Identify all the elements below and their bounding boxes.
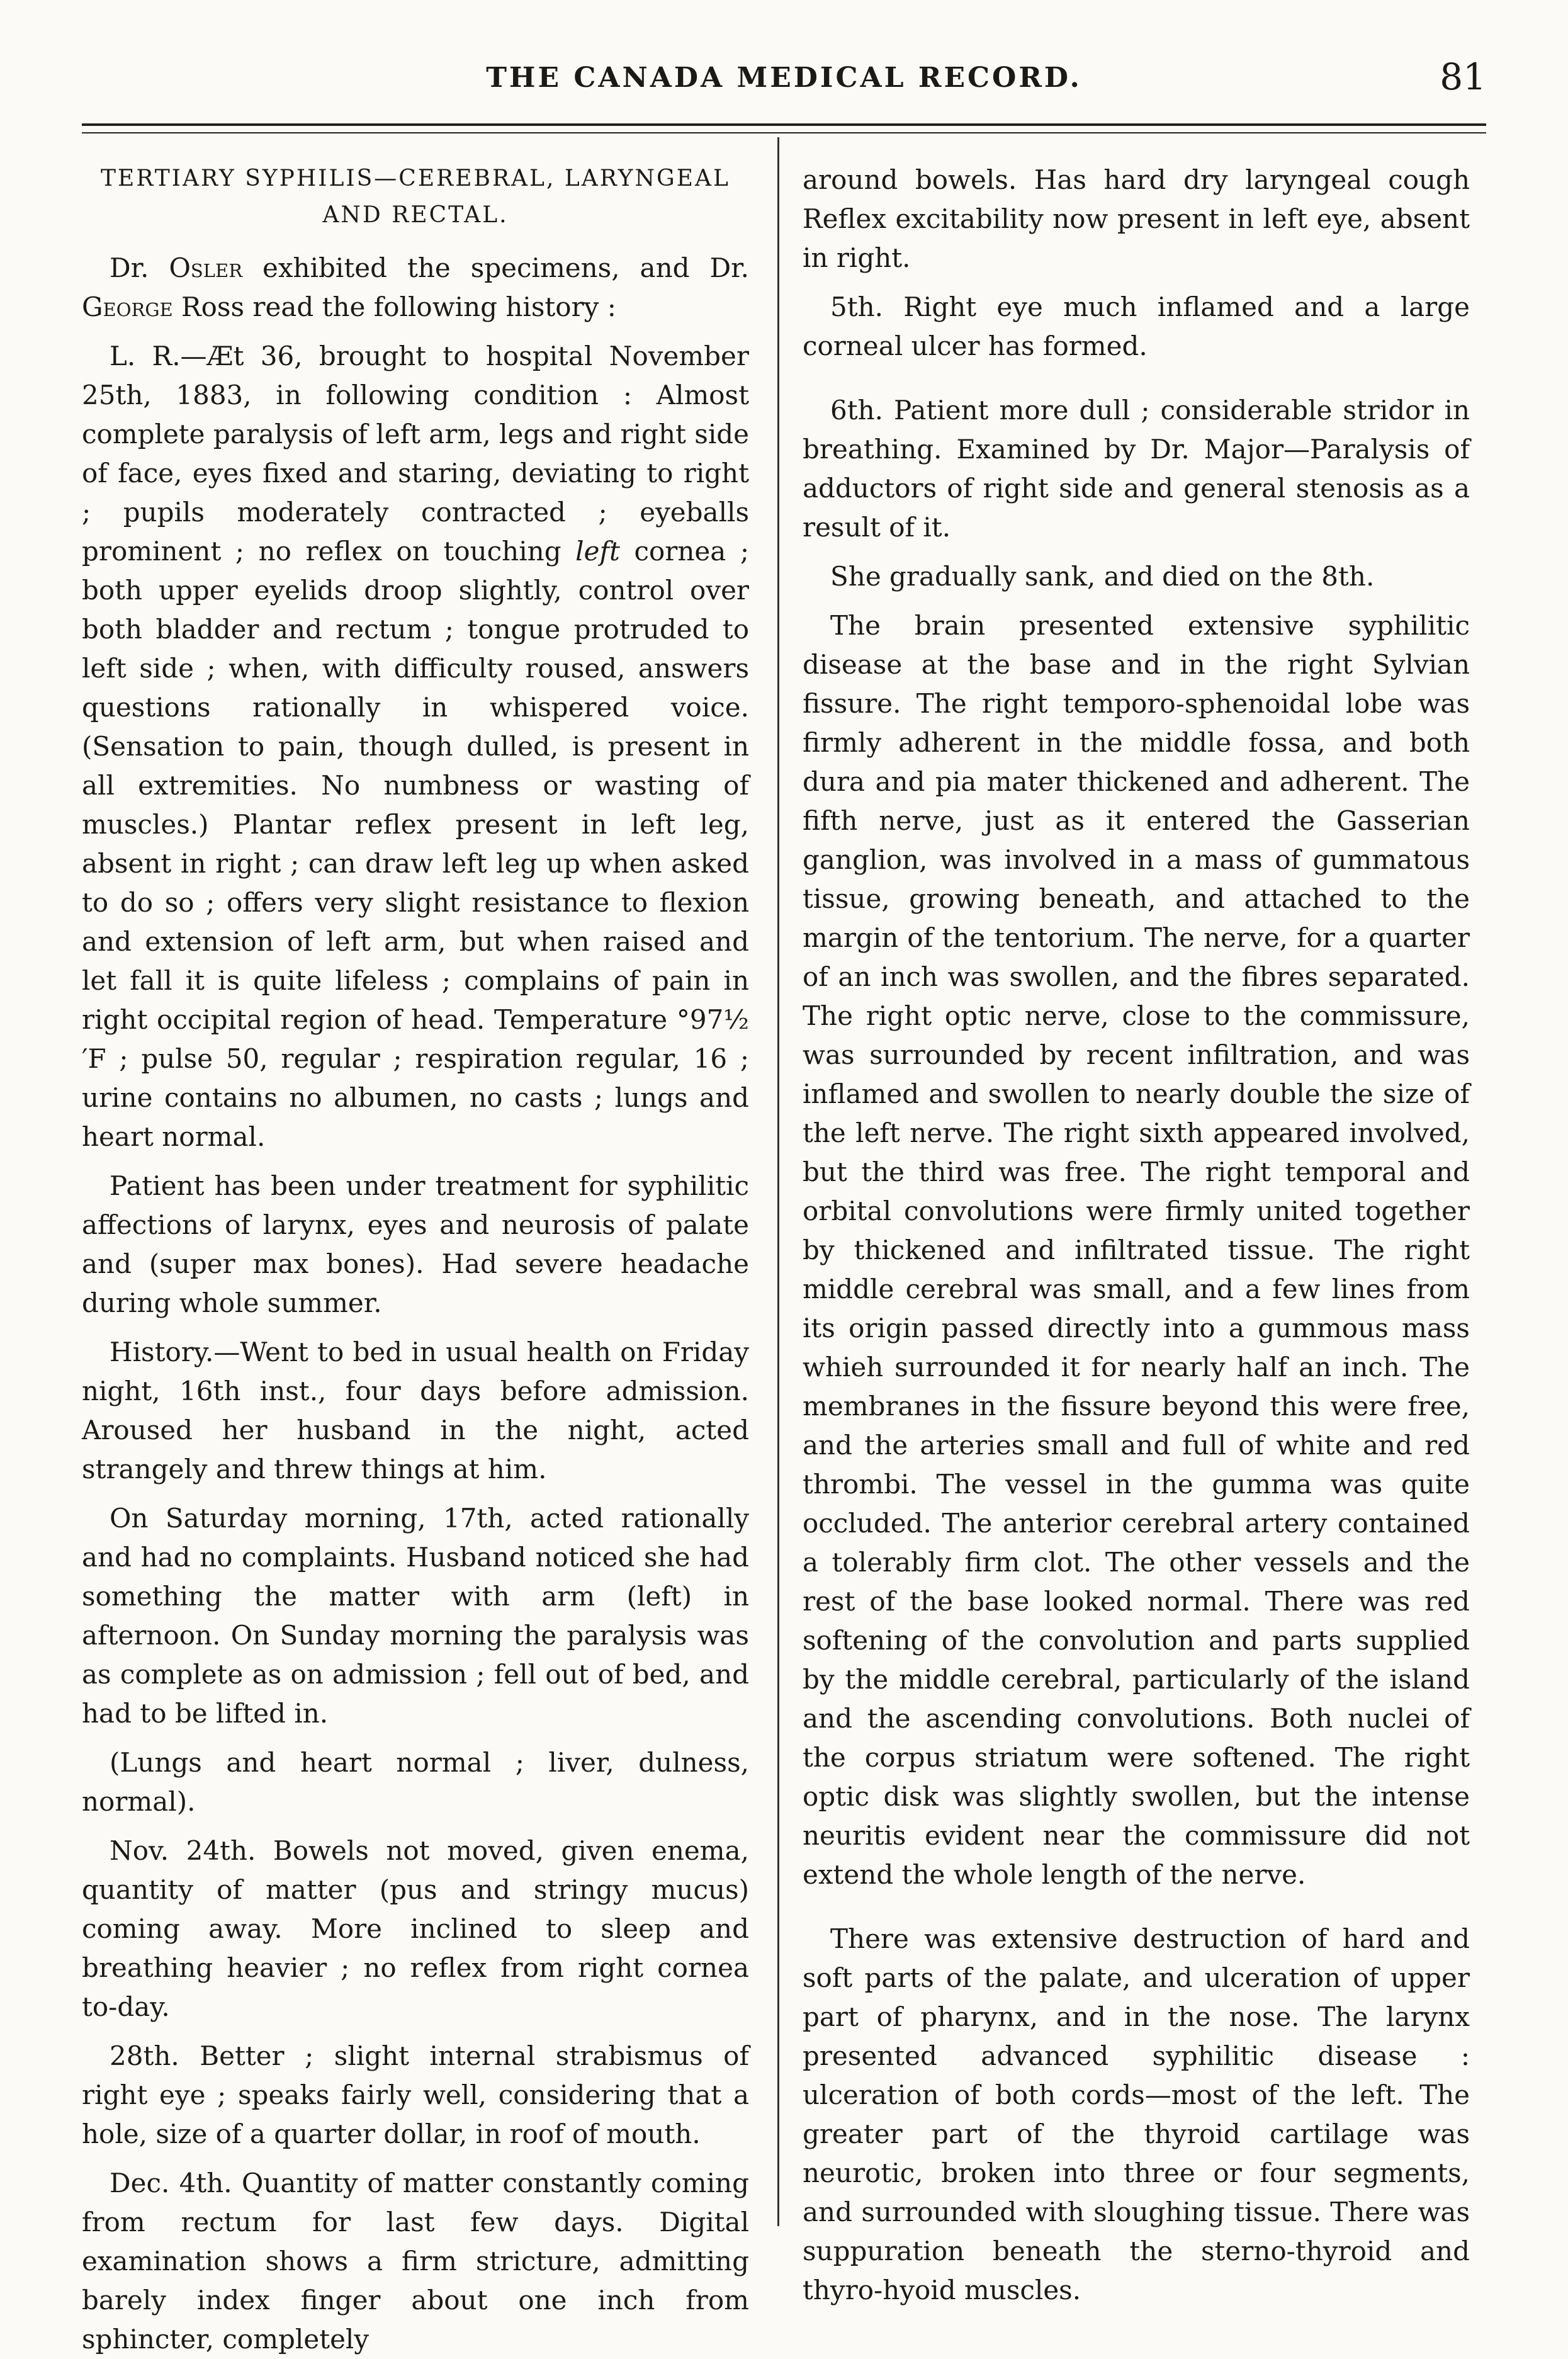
paragraph-nov-24: Nov. 24th. Bowels not moved, given enema, quantity of matter (pus and stringy mucus) coming away. More inclined to sleep and breathing heavier ; no reflex from right cornea to-day.	[82, 1835, 749, 2022]
paragraph-died: She gradually sank, and died on the 8th.	[830, 561, 1375, 592]
left-column	[82, 161, 749, 2355]
header-rule-thin	[82, 132, 1486, 133]
paragraph-28th: 28th. Better ; slight internal strabismus of right eye ; speaks fairly well, considering that a hole, size of a quarter dollar, in roof of mouth.	[82, 2040, 749, 2149]
admission-emphasis: left	[575, 536, 620, 567]
paragraph-bowels: around bowels. Has hard dry laryngeal cough Reflex excitability now present in left eye, absent in right.	[803, 164, 1470, 273]
paragraph-brain: The brain presented extensive syphilitic disease at the base and in the right Sylvian fissure. The right temporo-sphenoidal lobe was firmly adherent in the middle fossa, and both dura and pia mater thickened and adherent. The fifth nerve, just as it entered the Gasserian ganglion, was involved in a mass of gummatous tissue, growing beneath, and attached to the margin of the tentorium. The nerve, for a quarter of an inch was swollen, and the fibres separated. The right optic nerve, close to the commissure, was surrounded by recent infiltration, and was inflamed and swollen to nearly double the size of the left nerve. The right sixth appeared involved, but the third was free. The right temporal and orbital convolutions were firmly united together by thickened and infiltrated tissue. The right middle cerebral was small, and a few lines from its origin passed directly into a gummous mass whieh surrounded it for nearly half an inch. The membranes in the fissure beyond this were free, and the arteries small and full of white and red thrombi. The vessel in the gumma was quite occluded. The anterior cerebral artery contained a tolerably firm clot. The other vessels and the rest of the base looked normal. There was red softening of the convolution and parts supplied by the middle cerebral, particularly of the island and the ascending convolutions. Both nuclei of the corpus striatum were softened. The right optic disk was slightly swollen, but the intense neuritis evident near the commissure did not extend the whole length of the nerve.	[803, 610, 1470, 1890]
section-title: TERTIARY SYPHILIS—CEREBRAL, LARYNGEAL AND RECTAL.	[101, 166, 730, 228]
paragraph-dec-4: Dec. 4th. Quantity of matter constantly coming from rectum for last few days. Digital examination shows a firm stricture, admitting barely index finger about one inch from sphincter, completely	[82, 2168, 749, 2355]
author-name-osler: Osler	[169, 252, 243, 283]
paragraph-saturday: On Saturday morning, 17th, acted rationally and had no complaints. Husband noticed she had something the matter with arm (left) in afternoon. On Sunday morning the paralysis was as complete as on admission ; fell out of bed, and had to be lifted in.	[82, 1503, 749, 1729]
paragraph-5th: 5th. Right eye much inflamed and a large corneal ulcer has formed.	[803, 291, 1470, 361]
paragraph-treatment: Patient has been under treatment for syphilitic affections of larynx, eyes and neurosis of palate and (super max bones). Had severe headache during whole summer.	[82, 1170, 749, 1318]
admission-text-a: L. R.—Æt 36, brought to hospital November 25th, 1883, in following condition : Almost complete paralysis of left arm, legs and right side of face, eyes fixed and staring, deviating to right ; pupils moderately contracted ; eyeballs prominent ; no reflex on touching	[82, 341, 749, 567]
intro-text-a: Dr.	[110, 252, 169, 283]
intro-text-c: exhibited the specimens, and Dr.	[242, 252, 749, 283]
running-head: THE CANADA MEDICAL RECORD.	[486, 62, 1082, 94]
column-divider	[777, 137, 779, 2226]
paragraph-destruction: There was extensive destruction of hard and soft parts of the palate, and ulceration of upper part of pharynx, and in the nose. The larynx presented advanced syphilitic disease : ulceration of both cords—most of the left. The greater part of the thyroid cartilage was neurotic, broken into three or four segments, and surrounded with sloughing tissue. There was suppuration beneath the sterno-thyroid and thyro-hyoid muscles.	[803, 1923, 1470, 2305]
author-name-george: George	[82, 291, 173, 322]
page-number: 81	[1440, 55, 1486, 98]
paragraph-admission	[82, 337, 749, 1157]
page-header	[82, 55, 1486, 112]
paragraph-history: History.—Went to bed in usual health on Friday night, 16th inst., four days before admission. Aroused her husband in the night, acted strangely and threw things at him.	[82, 1337, 749, 1485]
admission-text-c: cornea ; both upper eyelids droop slightly, control over both bladder and rectum ; tongue protruded to left side ; when, with difficulty roused, answers questions rationally in whispered voice. (Sensation to pain, though dulled, is present in all extremities. No numbness or wasting of muscles.) Plantar reflex present in left leg, absent in right ; can draw left leg up when asked to do so ; offers very slight resistance to flexion and extension of left arm, but when raised and let fall it is quite lifeless ; complains of pain in right occipital region of head. Temperature °97½ ′F ; pulse 50, regular ; respiration regular, 16 ; urine contains no albumen, no casts ; lungs and heart normal.	[82, 536, 749, 1152]
intro-text-e: Ross read the following history :	[172, 291, 616, 322]
paragraph-6th: 6th. Patient more dull ; considerable stridor in breathing. Examined by Dr. Major—Paralysis of adductors of right side and general stenosis as a result of it.	[803, 395, 1470, 543]
paragraph-intro	[82, 249, 749, 327]
right-column	[803, 161, 1470, 2305]
paragraph-lungs: (Lungs and heart normal ; liver, dulness, normal).	[82, 1747, 749, 1817]
header-rule-thick	[82, 123, 1486, 126]
